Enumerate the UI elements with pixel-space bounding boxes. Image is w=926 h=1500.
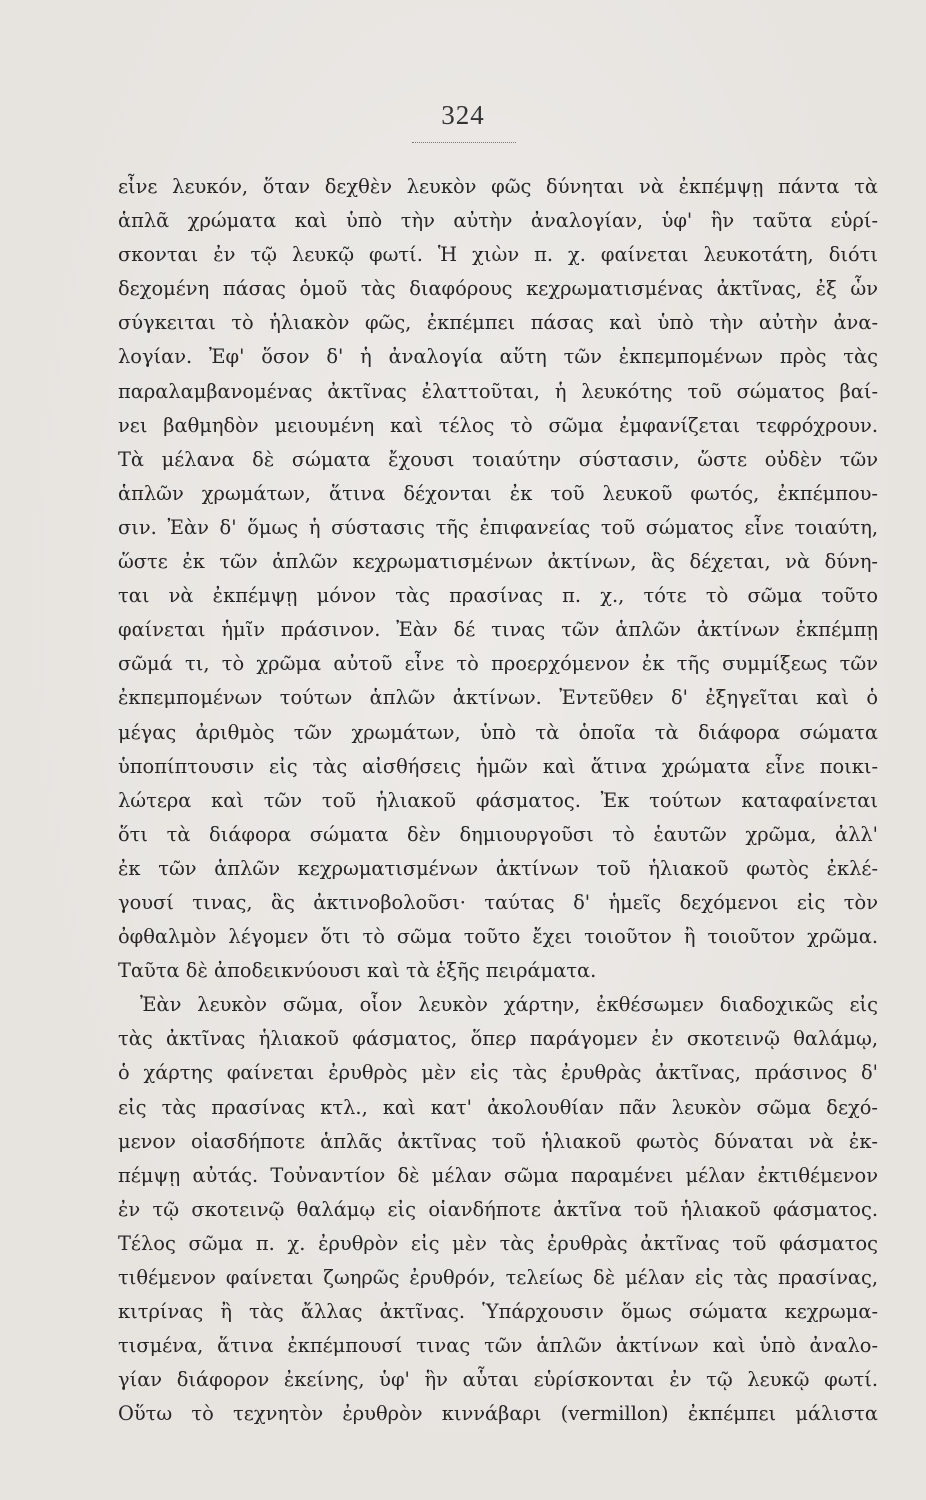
text-line: λώτερα καὶ τῶν τοῦ ἡλιακοῦ φάσματος. Ἐκ τούτων καταφαίνεται	[118, 788, 878, 812]
text-line: Ἐὰν λευκὸν σῶμα, οἷον λευκὸν χάρτην, ἐκθέσωμεν διαδοχικῶς εἰς	[140, 993, 878, 1017]
text-line: ὥστε ἐκ τῶν ἁπλῶν κεχρωματισμένων ἀκτίνων, ἃς δέχεται, νὰ δύνη-	[118, 550, 878, 574]
text-line: κιτρίνας ἢ τὰς ἄλλας ἀκτῖνας. Ὑπάρχουσιν ὅμως σώματα κεχρωμα-	[118, 1300, 878, 1324]
text-line: ἁπλᾶ χρώματα καὶ ὑπὸ τὴν αὐτὴν ἀναλογίαν, ὑφ' ἣν ταῦτα εὑρί-	[118, 209, 878, 233]
text-line: εἶνε λευκόν, ὅταν δεχθὲν λευκὸν φῶς δύνηται νὰ ἐκπέμψῃ πάντα τὰ	[118, 175, 878, 198]
text-line: Οὕτω τὸ τεχνητὸν ἐρυθρὸν κιννάβαρι (vermillon) ἐκπέμπει μάλιστα	[118, 1402, 878, 1426]
text-line: τὰς ἀκτῖνας ἡλιακοῦ φάσματος, ὅπερ παράγομεν ἐν σκοτεινῷ θαλάμῳ,	[118, 1027, 878, 1051]
text-line: ἁπλῶν χρωμάτων, ἅτινα δέχονται ἐκ τοῦ λευκοῦ φωτός, ἐκπέμπου-	[118, 481, 878, 505]
page-number: 324	[441, 100, 485, 130]
page-number-rule	[412, 142, 516, 143]
text-line: ὀφθαλμὸν λέγομεν ὅτι τὸ σῶμα τοῦτο ἔχει τοιοῦτον ἢ τοιοῦτον χρῶμα.	[118, 925, 878, 949]
text-line: ἐκπεμπομένων τούτων ἁπλῶν ἀκτίνων. Ἐντεῦθεν δ' ἐξηγεῖται καὶ ὁ	[118, 686, 878, 710]
text-line: γίαν διάφορον ἐκείνης, ὑφ' ἣν αὗται εὑρίσκονται ἐν τῷ λευκῷ φωτί.	[118, 1368, 878, 1392]
text-line: Τὰ μέλανα δὲ σώματα ἔχουσι τοιαύτην σύστασιν, ὥστε οὐδὲν τῶν	[118, 447, 878, 471]
text-line: εἰς τὰς πρασίνας κτλ., καὶ κατ' ἀκολουθίαν πᾶν λευκὸν σῶμα δεχό-	[118, 1095, 878, 1119]
text-line: μενον οἱασδήποτε ἁπλᾶς ἀκτῖνας τοῦ ἡλιακοῦ φωτὸς δύναται νὰ ἐκ-	[118, 1129, 878, 1153]
text-line: λογίαν. Ἐφ' ὅσον δ' ἡ ἀναλογία αὕτη τῶν ἐκπεμπομένων πρὸς τὰς	[118, 345, 878, 369]
text-line: ἐν τῷ σκοτεινῷ θαλάμῳ εἰς οἱανδήποτε ἀκτῖνα τοῦ ἡλιακοῦ φάσματος.	[118, 1197, 878, 1221]
text-line: Τέλος σῶμα π. χ. ἐρυθρὸν εἰς μὲν τὰς ἐρυθρὰς ἀκτῖνας τοῦ φάσματος	[118, 1231, 878, 1255]
text-line: μέγας ἀριθμὸς τῶν χρωμάτων, ὑπὸ τὰ ὁποῖα τὰ διάφορα σώματα	[118, 720, 878, 744]
text-line: Ταῦτα δὲ ἀποδεικνύουσι καὶ τὰ ἑξῆς πειράματα.	[118, 959, 597, 983]
text-line: ἐκ τῶν ἁπλῶν κεχρωματισμένων ἀκτίνων τοῦ ἡλιακοῦ φωτὸς ἐκλέ-	[118, 856, 878, 880]
text-line: τιθέμενον φαίνεται ζωηρῶς ἐρυθρόν, τελείως δὲ μέλαν εἰς τὰς πρασίνας,	[118, 1266, 878, 1289]
text-line: σιν. Ἐὰν δ' ὅμως ἡ σύστασις τῆς ἐπιφανείας τοῦ σώματος εἶνε τοιαύτη,	[118, 515, 878, 539]
text-line: παραλαμβανομένας ἀκτῖνας ἐλαττοῦται, ἡ λευκότης τοῦ σώματος βαί-	[118, 379, 878, 403]
text-line: ὑποπίπτουσιν εἰς τὰς αἰσθήσεις ἡμῶν καὶ ἅτινα χρώματα εἶνε ποικι-	[118, 754, 878, 778]
text-line: νει βαθμηδὸν μειουμένη καὶ τέλος τὸ σῶμα ἐμφανίζεται τεφρόχρουν.	[118, 413, 878, 437]
text-line: σῶμά τι, τὸ χρῶμα αὐτοῦ εἶνε τὸ προερχόμενον ἐκ τῆς συμμίξεως τῶν	[118, 652, 878, 676]
text-line: γουσί τινας, ἃς ἀκτινοβολοῦσι· ταύτας δ' ἡμεῖς δεχόμενοι εἰς τὸν	[118, 890, 878, 914]
text-line: ὁ χάρτης φαίνεται ἐρυθρὸς μὲν εἰς τὰς ἐρυθρὰς ἀκτῖνας, πράσινος δ'	[118, 1061, 878, 1085]
text-line: φαίνεται ἡμῖν πράσινον. Ἐὰν δέ τινας τῶν ἁπλῶν ἀκτίνων ἐκπέμπῃ	[118, 618, 878, 642]
text-line: ται νὰ ἐκπέμψῃ μόνον τὰς πρασίνας π. χ., τότε τὸ σῶμα τοῦτο	[118, 584, 878, 608]
text-line: ὅτι τὰ διάφορα σώματα δὲν δημιουργοῦσι τὸ ἑαυτῶν χρῶμα, ἀλλ'	[118, 822, 878, 846]
text-line: τισμένα, ἅτινα ἐκπέμπουσί τινας τῶν ἁπλῶν ἀκτίνων καὶ ὑπὸ ἀναλο-	[118, 1334, 878, 1358]
text-line: πέμψῃ αὐτάς. Τοὐναντίον δὲ μέλαν σῶμα παραμένει μέλαν ἐκτιθέμενον	[118, 1163, 878, 1187]
text-line: σκονται ἐν τῷ λευκῷ φωτί. Ἡ χιὼν π. χ. φαίνεται λευκοτάτη, διότι	[118, 243, 878, 267]
text-line: σύγκειται τὸ ἡλιακὸν φῶς, ἐκπέμπει πάσας καὶ ὑπὸ τὴν αὐτὴν ἀνα-	[118, 311, 878, 335]
text-line: δεχομένη πάσας ὁμοῦ τὰς διαφόρους κεχρωματισμένας ἀκτῖνας, ἐξ ὧν	[118, 277, 878, 301]
body-text	[118, 170, 878, 1431]
